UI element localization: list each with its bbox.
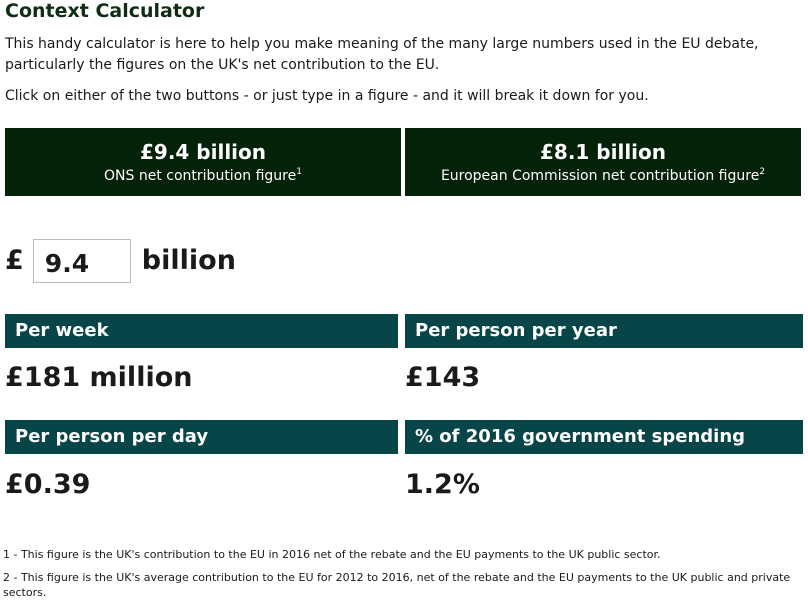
ons-figure-amount: £9.4 billion [139, 140, 267, 164]
footnote-1: 1 - This figure is the UK's contribution to the EU in 2016 net of the rebate and the EU payments to the UK public sector. [3, 548, 661, 561]
per-person-per-day-value: £0.39 [5, 469, 91, 500]
ec-figure-amount: £8.1 billion [539, 140, 667, 164]
amount-input[interactable] [33, 239, 131, 283]
page-title: Context Calculator [5, 0, 205, 22]
per-person-per-year-value: £143 [405, 362, 481, 393]
ec-figure-button[interactable] [405, 128, 801, 196]
government-spending-heading: % of 2016 government spending [405, 420, 803, 454]
government-spending-value: 1.2% [405, 469, 480, 500]
footnote-2: 2 - This figure is the UK's average contribution to the EU for 2012 to 2016, net of the rebate and the EU payments to the UK public and private sectors. [3, 571, 791, 599]
currency-symbol: £ [5, 245, 24, 276]
footnote-ref-2: 2 [759, 167, 766, 177]
per-person-per-day-heading: Per person per day [5, 420, 398, 454]
ons-figure-label-text: ONS net contribution figure [104, 168, 297, 184]
ons-figure-button[interactable] [5, 128, 401, 196]
ec-figure-label-text: European Commission net contribution figure [440, 168, 760, 184]
unit-label: billion [141, 245, 236, 276]
per-week-value: £181 million [5, 362, 193, 393]
ec-figure-label [405, 166, 801, 186]
intro-text: This handy calculator is here to help you make meaning of the many large numbers used in the EU debate, particularly the figures on the UK's net contribution to the EU. [5, 36, 759, 73]
footnote-ref-1: 1 [296, 167, 302, 177]
per-week-heading: Per week [5, 314, 398, 348]
amount-entry [5, 238, 236, 284]
per-person-per-year-heading: Per person per year [405, 314, 803, 348]
ons-figure-label [5, 166, 401, 186]
instructions-text: Click on either of the two buttons - or just type in a figure - and it will break it down for you. [5, 88, 649, 104]
